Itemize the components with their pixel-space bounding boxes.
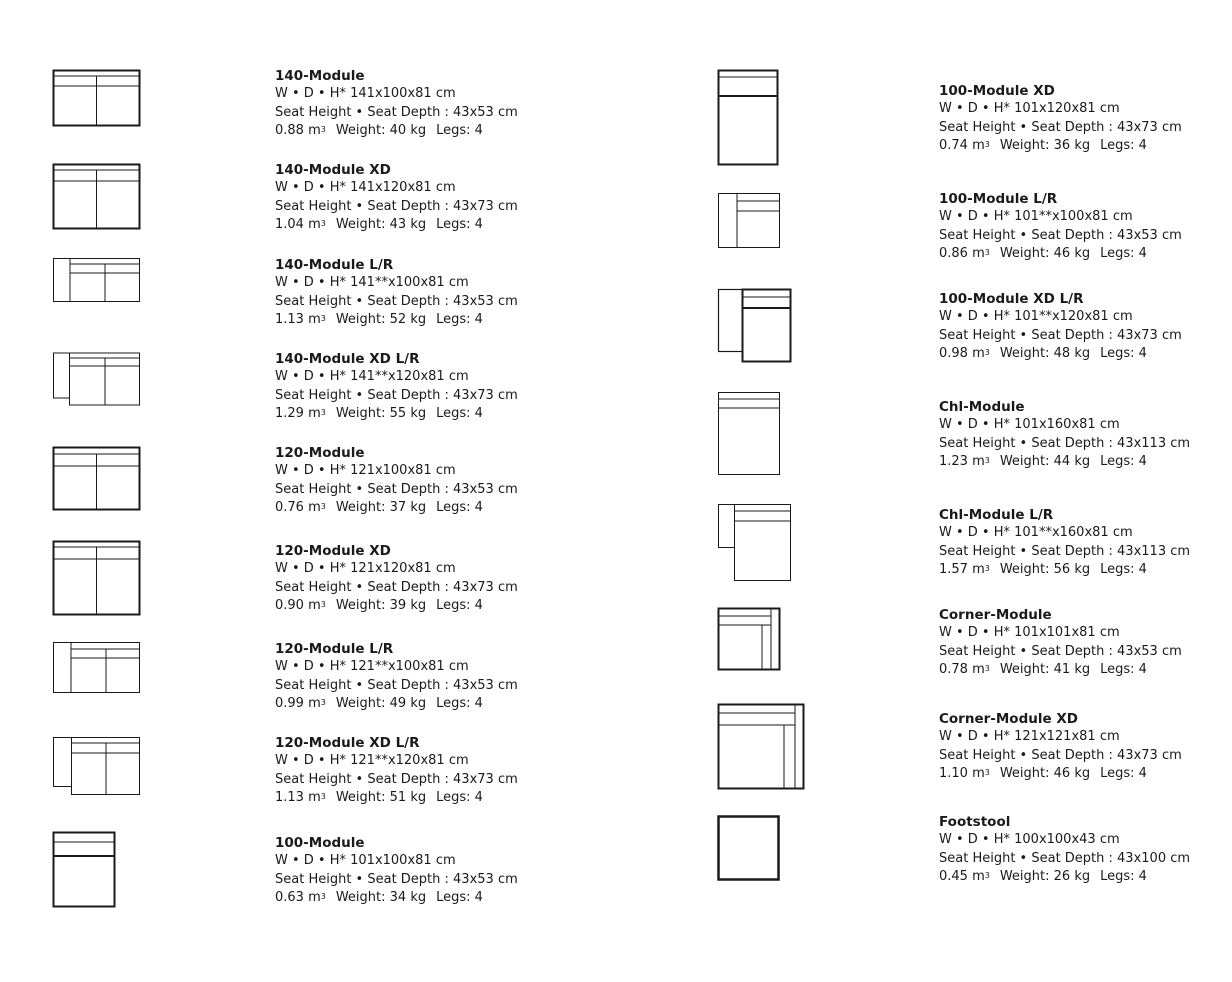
- module-diagram-100-lr: [717, 192, 783, 251]
- weight: Weight: 40 kg: [335, 122, 427, 138]
- dimensions: W • D • H* 141x120x81 cm: [275, 180, 456, 196]
- module-diagram-footstool: [717, 815, 781, 882]
- seat-dimensions: Seat Height • Seat Depth : 43x73 cm: [939, 747, 1182, 763]
- volume: 0.88 m: [275, 122, 321, 138]
- legs: Legs: 4: [436, 122, 483, 138]
- spec-100-module-xd: [939, 82, 1182, 155]
- weight: Weight: 41 kg: [999, 661, 1091, 677]
- dimensions: W • D • H* 141x100x81 cm: [275, 86, 456, 102]
- volume-exponent: 3: [984, 347, 990, 357]
- volume-exponent: 3: [984, 663, 990, 673]
- volume: 1.23 m: [939, 453, 985, 469]
- weight: Weight: 51 kg: [335, 789, 427, 805]
- dimensions: W • D • H* 121**x120x81 cm: [275, 753, 469, 769]
- legs: Legs: 4: [436, 311, 483, 327]
- module-name: 100-Module XD L/R: [939, 291, 1084, 307]
- volume: 1.04 m: [275, 216, 321, 232]
- seat-dimensions: Seat Height • Seat Depth : 43x53 cm: [275, 104, 518, 120]
- module-diagram-120-lr: [52, 641, 142, 696]
- volume: 0.90 m: [275, 597, 321, 613]
- spec-140-module: [275, 67, 518, 140]
- module-diagram-140-xd: [52, 163, 142, 231]
- dimensions: W • D • H* 101x160x81 cm: [939, 417, 1120, 433]
- volume: 1.13 m: [275, 789, 321, 805]
- weight: Weight: 55 kg: [335, 405, 427, 421]
- dimensions: W • D • H* 101x120x81 cm: [939, 101, 1120, 117]
- seat-dimensions: Seat Height • Seat Depth : 43x73 cm: [275, 579, 518, 595]
- volume-exponent: 3: [320, 599, 326, 609]
- volume: 0.99 m: [275, 695, 321, 711]
- module-name: 140-Module XD: [275, 162, 391, 178]
- legs: Legs: 4: [1100, 245, 1147, 261]
- seat-dimensions: Seat Height • Seat Depth : 43x73 cm: [939, 327, 1182, 343]
- volume-exponent: 3: [320, 407, 326, 417]
- legs: Legs: 4: [436, 695, 483, 711]
- seat-dimensions: Seat Height • Seat Depth : 43x73 cm: [275, 387, 518, 403]
- module-name: Chl-Module: [939, 399, 1025, 415]
- volume: 0.86 m: [939, 245, 985, 261]
- legs: Legs: 4: [436, 597, 483, 613]
- dimensions: W • D • H* 121x100x81 cm: [275, 463, 456, 479]
- legs: Legs: 4: [1100, 137, 1147, 153]
- module-diagram-chl: [717, 391, 783, 478]
- legs: Legs: 4: [436, 789, 483, 805]
- module-name: 120-Module: [275, 445, 365, 461]
- seat-dimensions: Seat Height • Seat Depth : 43x113 cm: [939, 543, 1191, 559]
- module-name: 100-Module XD: [939, 83, 1055, 99]
- volume-exponent: 3: [984, 139, 990, 149]
- spec-chl-module: [939, 398, 1190, 471]
- spec-corner-module-xd: [939, 710, 1182, 783]
- module-name: 140-Module: [275, 68, 365, 84]
- spec-120-module-xd: [275, 542, 518, 615]
- module-name: 120-Module L/R: [275, 641, 394, 657]
- dimensions: W • D • H* 101**x160x81 cm: [939, 525, 1133, 541]
- spec-140-module-xd-lr: [275, 350, 518, 423]
- legs: Legs: 4: [436, 499, 483, 515]
- legs: Legs: 4: [436, 216, 483, 232]
- module-name: 120-Module XD: [275, 543, 391, 559]
- module-name: Corner-Module XD: [939, 711, 1078, 727]
- seat-dimensions: Seat Height • Seat Depth : 43x73 cm: [939, 119, 1182, 135]
- legs: Legs: 4: [436, 405, 483, 421]
- module-name: 140-Module XD L/R: [275, 351, 420, 367]
- module-diagram-140: [52, 69, 142, 129]
- volume-exponent: 3: [320, 891, 326, 901]
- module-diagram-100-xd-lr: [717, 288, 795, 365]
- legs: Legs: 4: [1100, 453, 1147, 469]
- seat-dimensions: Seat Height • Seat Depth : 43x53 cm: [275, 871, 518, 887]
- seat-dimensions: Seat Height • Seat Depth : 43x73 cm: [275, 198, 518, 214]
- weight: Weight: 52 kg: [335, 311, 427, 327]
- spec-120-module-lr: [275, 640, 518, 713]
- weight: Weight: 48 kg: [999, 345, 1091, 361]
- seat-dimensions: Seat Height • Seat Depth : 43x53 cm: [275, 677, 518, 693]
- volume-exponent: 3: [320, 124, 326, 134]
- volume-exponent: 3: [320, 697, 326, 707]
- seat-dimensions: Seat Height • Seat Depth : 43x73 cm: [275, 771, 518, 787]
- weight: Weight: 36 kg: [999, 137, 1091, 153]
- volume-exponent: 3: [320, 791, 326, 801]
- module-name: Corner-Module: [939, 607, 1052, 623]
- volume: 1.13 m: [275, 311, 321, 327]
- volume-exponent: 3: [984, 563, 990, 573]
- module-diagram-corner: [717, 607, 783, 673]
- volume-exponent: 3: [320, 218, 326, 228]
- weight: Weight: 46 kg: [999, 765, 1091, 781]
- legs: Legs: 4: [1100, 765, 1147, 781]
- volume-exponent: 3: [984, 870, 990, 880]
- dimensions: W • D • H* 121**x100x81 cm: [275, 659, 469, 675]
- legs: Legs: 4: [1100, 561, 1147, 577]
- module-diagram-120-xd: [52, 540, 142, 617]
- dimensions: W • D • H* 101x101x81 cm: [939, 625, 1120, 641]
- volume: 0.45 m: [939, 868, 985, 884]
- dimensions: W • D • H* 141**x120x81 cm: [275, 369, 469, 385]
- module-diagram-140-xd-lr: [52, 351, 142, 408]
- weight: Weight: 44 kg: [999, 453, 1091, 469]
- module-diagram-100: [52, 831, 118, 910]
- spec-120-module-xd-lr: [275, 734, 518, 807]
- seat-dimensions: Seat Height • Seat Depth : 43x113 cm: [939, 435, 1191, 451]
- module-diagram-120-xd-lr: [52, 736, 142, 798]
- module-diagram-100-xd: [717, 69, 781, 168]
- spec-100-module-lr: [939, 190, 1182, 263]
- dimensions: W • D • H* 141**x100x81 cm: [275, 275, 469, 291]
- weight: Weight: 37 kg: [335, 499, 427, 515]
- module-diagram-chl-lr: [717, 503, 795, 584]
- module-diagram-140-lr: [52, 257, 142, 305]
- module-name: 120-Module XD L/R: [275, 735, 420, 751]
- module-name: 140-Module L/R: [275, 257, 394, 273]
- spec-chl-module-lr: [939, 506, 1190, 579]
- dimensions: W • D • H* 101**x100x81 cm: [939, 209, 1133, 225]
- volume-exponent: 3: [984, 455, 990, 465]
- seat-dimensions: Seat Height • Seat Depth : 43x53 cm: [939, 227, 1182, 243]
- module-name: 100-Module: [275, 835, 365, 851]
- legs: Legs: 4: [1100, 868, 1147, 884]
- spec-100-module-xd-lr: [939, 290, 1182, 363]
- dimensions: W • D • H* 101**x120x81 cm: [939, 309, 1133, 325]
- dimensions: W • D • H* 121x120x81 cm: [275, 561, 456, 577]
- spec-corner-module: [939, 606, 1182, 679]
- weight: Weight: 34 kg: [335, 889, 427, 905]
- volume: 0.78 m: [939, 661, 985, 677]
- module-name: Chl-Module L/R: [939, 507, 1054, 523]
- module-name: Footstool: [939, 814, 1011, 830]
- seat-dimensions: Seat Height • Seat Depth : 43x53 cm: [939, 643, 1182, 659]
- dimensions: W • D • H* 101x100x81 cm: [275, 853, 456, 869]
- weight: Weight: 43 kg: [335, 216, 427, 232]
- volume: 1.10 m: [939, 765, 985, 781]
- volume: 0.76 m: [275, 499, 321, 515]
- module-diagram-corner-xd: [717, 703, 807, 792]
- dimensions: W • D • H* 100x100x43 cm: [939, 832, 1120, 848]
- seat-dimensions: Seat Height • Seat Depth : 43x100 cm: [939, 850, 1191, 866]
- spec-140-module-lr: [275, 256, 518, 329]
- volume: 0.98 m: [939, 345, 985, 361]
- dimensions: W • D • H* 121x121x81 cm: [939, 729, 1120, 745]
- volume: 1.29 m: [275, 405, 321, 421]
- volume: 0.74 m: [939, 137, 985, 153]
- volume-exponent: 3: [984, 247, 990, 257]
- volume: 0.63 m: [275, 889, 321, 905]
- volume-exponent: 3: [984, 767, 990, 777]
- module-diagram-120: [52, 446, 142, 512]
- seat-dimensions: Seat Height • Seat Depth : 43x53 cm: [275, 293, 518, 309]
- legs: Legs: 4: [1100, 345, 1147, 361]
- legs: Legs: 4: [436, 889, 483, 905]
- weight: Weight: 56 kg: [999, 561, 1091, 577]
- legs: Legs: 4: [1100, 661, 1147, 677]
- volume-exponent: 3: [320, 501, 326, 511]
- spec-140-module-xd: [275, 161, 518, 234]
- spec-footstool: [939, 813, 1190, 886]
- volume-exponent: 3: [320, 313, 326, 323]
- weight: Weight: 46 kg: [999, 245, 1091, 261]
- module-name: 100-Module L/R: [939, 191, 1058, 207]
- volume: 1.57 m: [939, 561, 985, 577]
- weight: Weight: 26 kg: [999, 868, 1091, 884]
- seat-dimensions: Seat Height • Seat Depth : 43x53 cm: [275, 481, 518, 497]
- spec-100-module: [275, 834, 518, 907]
- weight: Weight: 39 kg: [335, 597, 427, 613]
- spec-120-module: [275, 444, 518, 517]
- weight: Weight: 49 kg: [335, 695, 427, 711]
